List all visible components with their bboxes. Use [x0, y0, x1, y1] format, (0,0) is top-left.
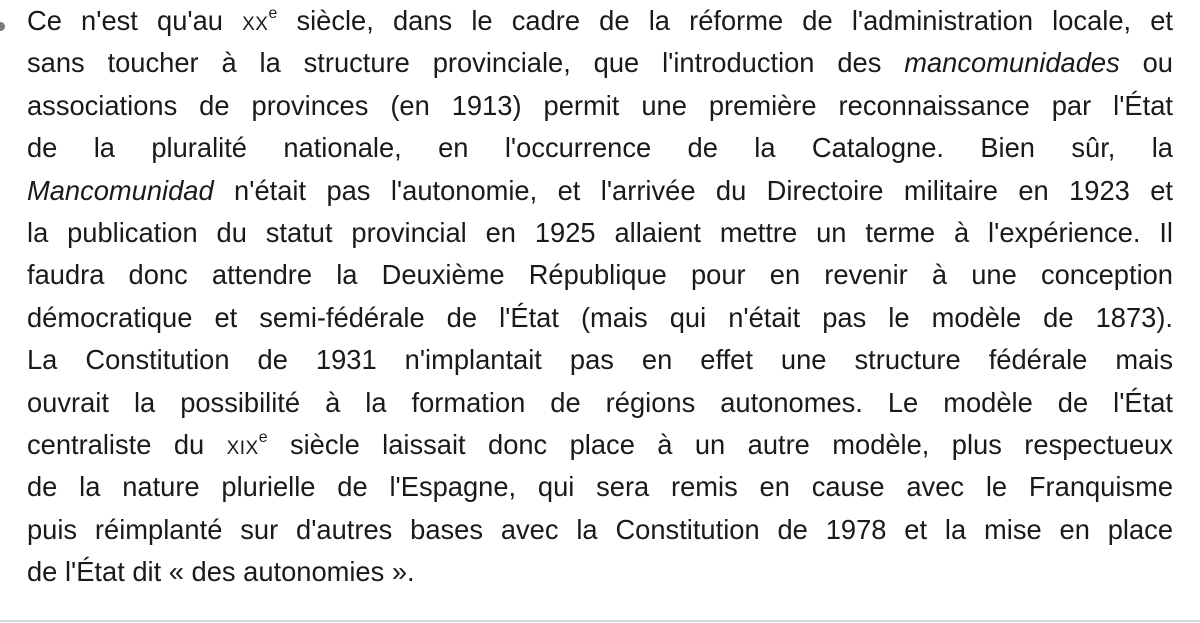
text-line-5: Mancomunidad n'était pas l'autonomie, et l'arrivée du Directoire militaire en 1923 et	[27, 174, 1173, 206]
century-numeral: xx	[242, 5, 269, 36]
text-line-1: Ce n'est qu'au $xx^e$ siècle, dans le cadre de la réforme de l'administration locale, et	[27, 5, 1174, 36]
text-line-7: faudra donc attendre la Deuxième République pour en revenir à une conception	[27, 259, 1173, 291]
text-line-8: démocratique et semi-fédérale de l'État (mais qui n'était pas le modèle de 1873).	[27, 301, 1173, 333]
body-paragraph	[27, 0, 1173, 594]
text-line-2: sans toucher à la structure provinciale, que l'introduction des mancomunidades ou	[27, 47, 1173, 79]
text-line-14: de l'État dit « des autonomies ».	[27, 556, 415, 588]
text-line-11: centraliste du xix$^e$ siècle laissait donc place à un autre modèle, plus respectueux	[27, 429, 1173, 461]
bottom-divider	[0, 620, 1200, 622]
text-line-6: la publication du statut provincial en 1925 allaient mettre un terme à l'expérience. Il	[27, 217, 1173, 249]
text-line-13: puis réimplanté sur d'autres bases avec la Constitution de 1978 et la mise en place	[27, 513, 1173, 545]
ordinal-superscript: e	[268, 5, 278, 23]
text-line-12: de la nature plurielle de l'Espagne, qui sera remis en cause avec le Franquisme	[27, 471, 1173, 503]
list-bullet-icon	[0, 22, 5, 31]
italic-term: Mancomunidad	[27, 174, 214, 206]
text-line-4: de la pluralité nationale, en l'occurrence de la Catalogne. Bien sûr, la	[27, 132, 1173, 164]
text-line-9: La Constitution de 1931 n'implantait pas en effet une structure fédérale mais	[27, 344, 1173, 376]
text-line-10: ouvrait la possibilité à la formation de régions autonomes. Le modèle de l'État	[27, 386, 1173, 418]
text-line-3: associations de provinces (en 1913) permit une première reconnaissance par l'État	[27, 89, 1173, 121]
century-numeral: xix	[226, 429, 259, 461]
italic-term: mancomunidades	[904, 47, 1120, 79]
ordinal-superscript: e	[258, 429, 268, 447]
